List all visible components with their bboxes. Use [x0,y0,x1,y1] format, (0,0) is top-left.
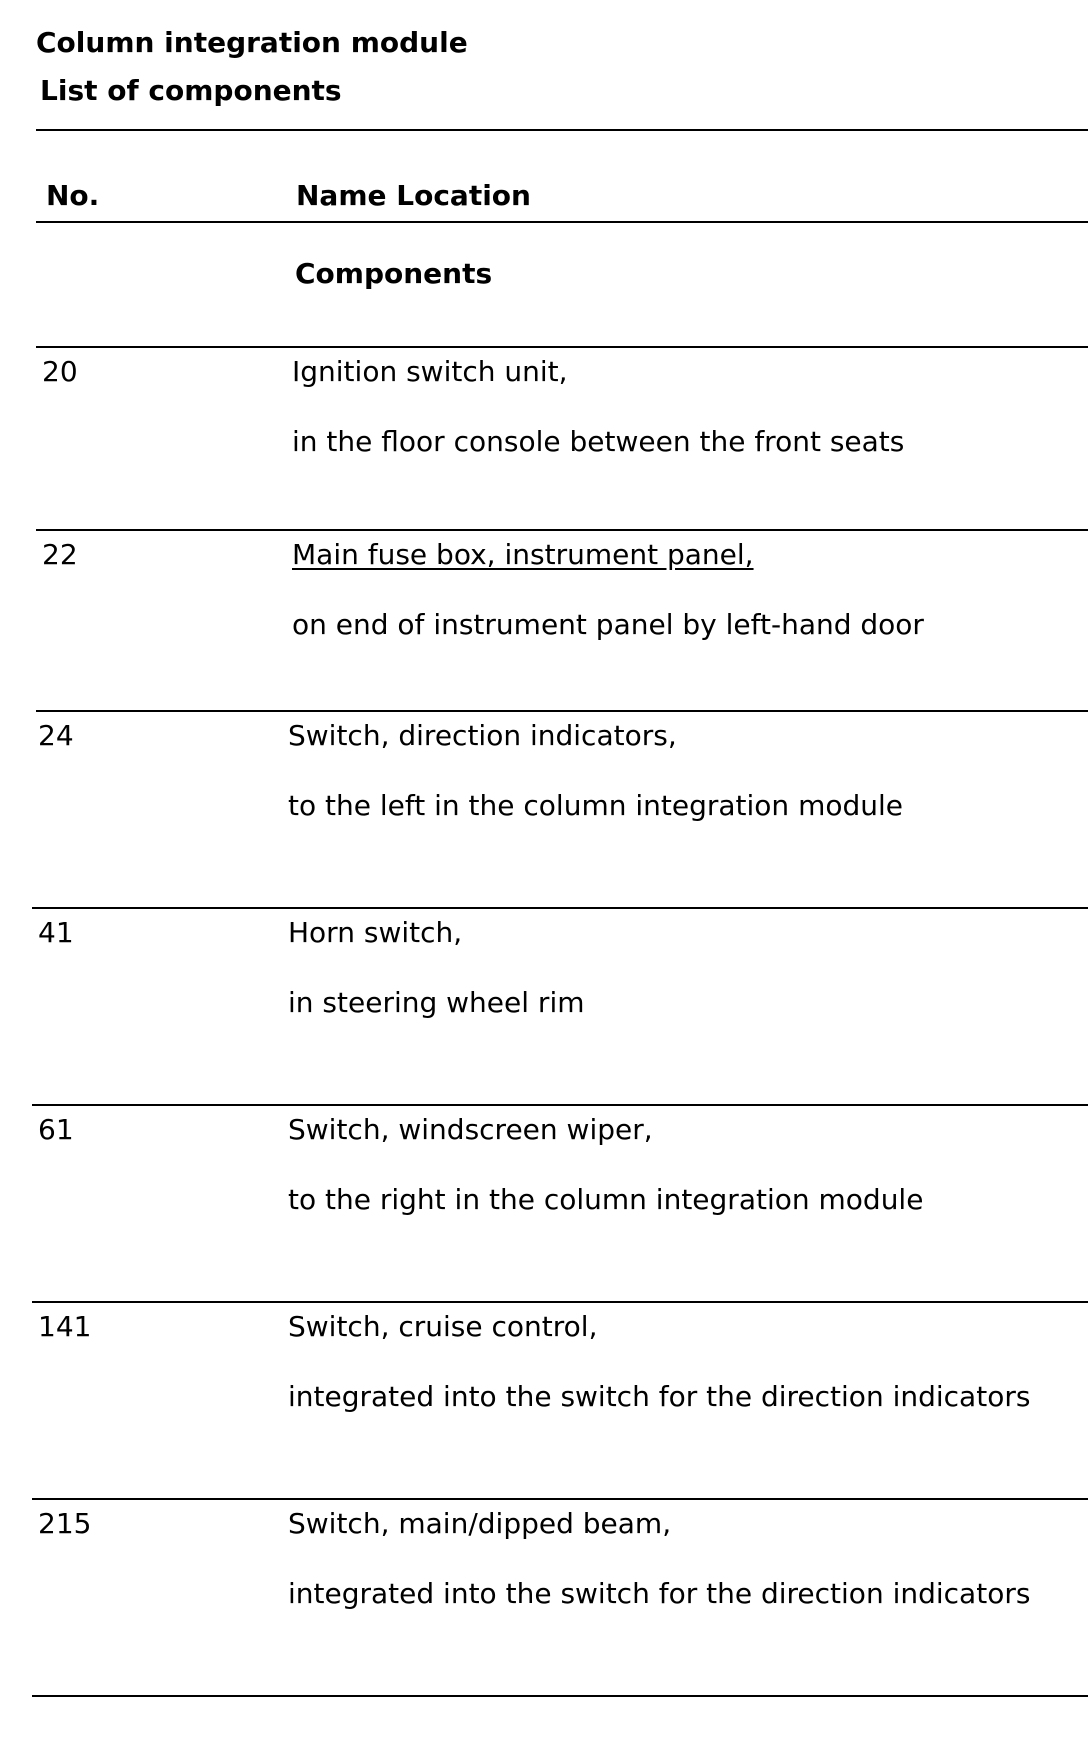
row-number: 141 [38,1310,92,1343]
row-divider [36,710,1088,712]
document-title: Column integration module [36,26,468,59]
row-name: Switch, direction indicators, [288,719,677,752]
row-name: Horn switch, [288,916,463,949]
row-location: integrated into the switch for the direction indicators [288,1577,1031,1610]
row-location: in steering wheel rim [288,986,585,1019]
row-location: on end of instrument panel by left-hand door [292,608,924,641]
row-number: 41 [38,916,74,949]
row-location: integrated into the switch for the direction indicators [288,1380,1031,1413]
title-divider [36,129,1088,131]
document-subtitle: List of components [40,74,342,107]
row-location: to the right in the column integration module [288,1183,924,1216]
header-divider [36,221,1088,223]
row-number: 22 [42,538,78,571]
row-number: 61 [38,1113,74,1146]
row-number: 20 [42,355,78,388]
row-name: Switch, cruise control, [288,1310,598,1343]
row-divider [32,1301,1088,1303]
row-name: Ignition switch unit, [292,355,568,388]
row-name: Switch, windscreen wiper, [288,1113,653,1146]
row-divider [32,1104,1088,1106]
column-header-name-location: Name Location [296,179,531,212]
table-bottom-divider [32,1695,1088,1697]
row-name: Switch, main/dipped beam, [288,1507,672,1540]
row-location: to the left in the column integration module [288,789,904,822]
row-divider [36,529,1088,531]
row-number: 215 [38,1507,92,1540]
row-divider [36,346,1088,348]
row-number: 24 [38,719,74,752]
column-header-no: No. [46,179,100,212]
section-label: Components [295,257,493,290]
row-location: in the floor console between the front seats [292,425,905,458]
row-divider [32,907,1088,909]
row-name[interactable]: Main fuse box, instrument panel, [292,538,754,571]
row-divider [32,1498,1088,1500]
